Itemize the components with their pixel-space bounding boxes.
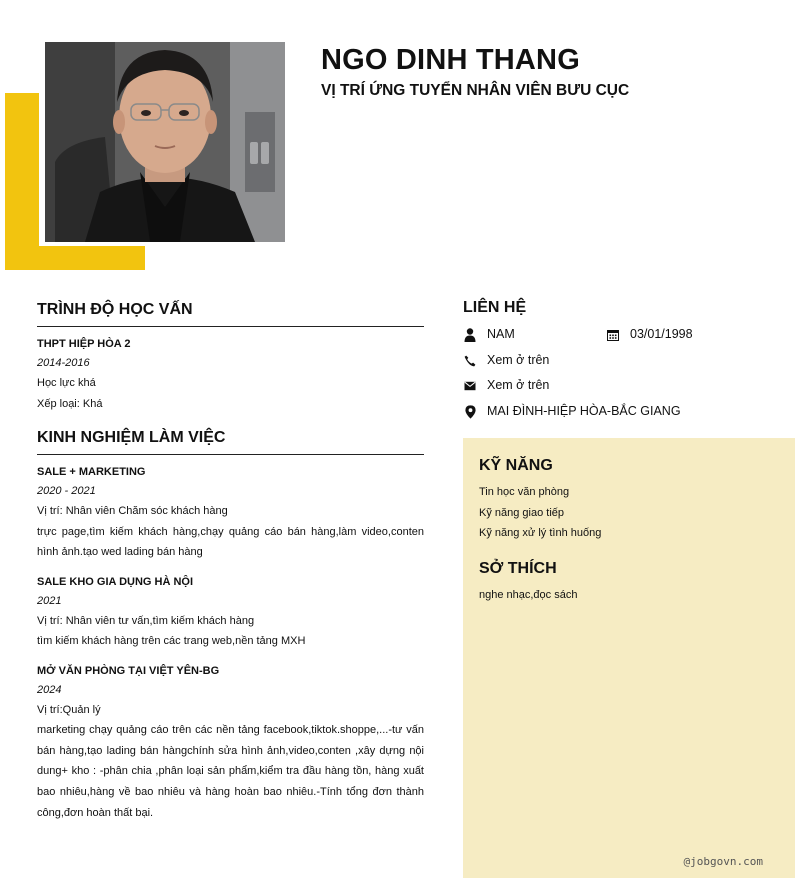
person-icon	[463, 328, 477, 342]
job-description: trực page,tìm kiếm khách hàng,chạy quảng cáo bán hàng,làm video,conten hình ảnh.tạo wed lading bán hàng	[37, 525, 424, 559]
phone-icon	[463, 354, 477, 368]
calendar-icon	[606, 328, 620, 342]
skills-panel	[463, 438, 795, 878]
education-title: TRÌNH ĐỘ HỌC VẤN	[37, 301, 193, 318]
profile-photo	[45, 42, 285, 242]
job-title: SALE KHO GIA DỤNG HÀ NỘI	[37, 575, 194, 588]
email-icon	[463, 379, 477, 393]
experience-section	[37, 428, 424, 823]
hobby-item: nghe nhạc,đọc sách	[479, 588, 578, 601]
gender-value: NAM	[487, 327, 515, 341]
experience-title: KINH NGHIỆM LÀM VIỆC	[37, 429, 226, 446]
skill-item: Tin học văn phòng	[479, 486, 570, 498]
candidate-name: NGO DINH THANG	[321, 44, 580, 76]
hobbies-title: SỞ THÍCH	[479, 559, 557, 577]
job-period: 2024	[37, 683, 62, 696]
education-section	[37, 300, 424, 414]
education-detail: Học lực khá	[37, 377, 96, 389]
contact-row-email	[463, 373, 795, 399]
education-school: THPT HIỆP HÒA 2	[37, 338, 131, 350]
job-role: Vị trí: Nhân viên Chăm sóc khách hàng	[37, 505, 228, 517]
job-role: Vị trí:Quản lý	[37, 703, 101, 716]
job-entry	[37, 465, 424, 563]
left-column	[37, 300, 424, 823]
skills-title: KỸ NĂNG	[479, 457, 553, 474]
job-description: tìm kiếm khách hàng trên các trang web,nền tảng MXH	[37, 635, 306, 648]
job-period: 2020 - 2021	[37, 485, 96, 497]
job-title: MỞ VĂN PHÒNG TẠI VIỆT YÊN-BG	[37, 664, 220, 677]
section-divider	[37, 454, 424, 455]
contact-row-gender-birthday	[463, 322, 795, 348]
job-entry	[37, 575, 424, 652]
contact-section	[463, 298, 795, 424]
location-pin-icon	[463, 405, 477, 419]
contact-row-phone	[463, 348, 795, 374]
skill-item: Kỹ năng xử lý tình huống	[479, 527, 602, 539]
birthday-value: 03/01/1998	[630, 327, 693, 341]
skill-item: Kỹ năng giao tiếp	[479, 506, 565, 519]
email-value: Xem ở trên	[487, 378, 550, 392]
accent-bar-vertical	[5, 93, 39, 270]
address-value: MAI ĐÌNH-HIỆP HÒA-BẮC GIANG	[487, 403, 681, 418]
job-period: 2021	[37, 594, 62, 607]
job-entry	[37, 664, 424, 823]
job-description: marketing chạy quảng cáo trên các nền tảng facebook,tiktok.shoppe,...-tư vấn bán hàng,tạo lading bán hàngchính sửa hình ảnh,video,conten ,xây dựng nội dung+ kho : -phân chia ,phân loại sản phẩm,kiểm tra đầu hàng tồn, hàng xuất bao nhiêu,hàng về bao nhiêu và hàng hoàn bao nhiêu.-Tính tổng đơn thành công,đơn hoàn thất bại.	[37, 724, 424, 819]
job-title: SALE + MARKETING	[37, 466, 146, 478]
watermark: @jobgovn.com	[683, 855, 763, 868]
contact-title: LIÊN HỆ	[463, 299, 527, 316]
applied-position: VỊ TRÍ ỨNG TUYỂN NHÂN VIÊN BƯU CỤC	[321, 82, 630, 99]
job-role: Vị trí: Nhân viên tư vấn,tìm kiếm khách hàng	[37, 614, 255, 627]
profile-photo-illustration	[45, 42, 285, 242]
education-detail: Xếp loại: Khá	[37, 397, 103, 410]
contact-row-address	[463, 399, 795, 425]
section-divider	[37, 326, 424, 327]
phone-value: Xem ở trên	[487, 352, 550, 367]
education-period: 2014-2016	[37, 357, 90, 369]
accent-bar-horizontal	[5, 246, 145, 270]
